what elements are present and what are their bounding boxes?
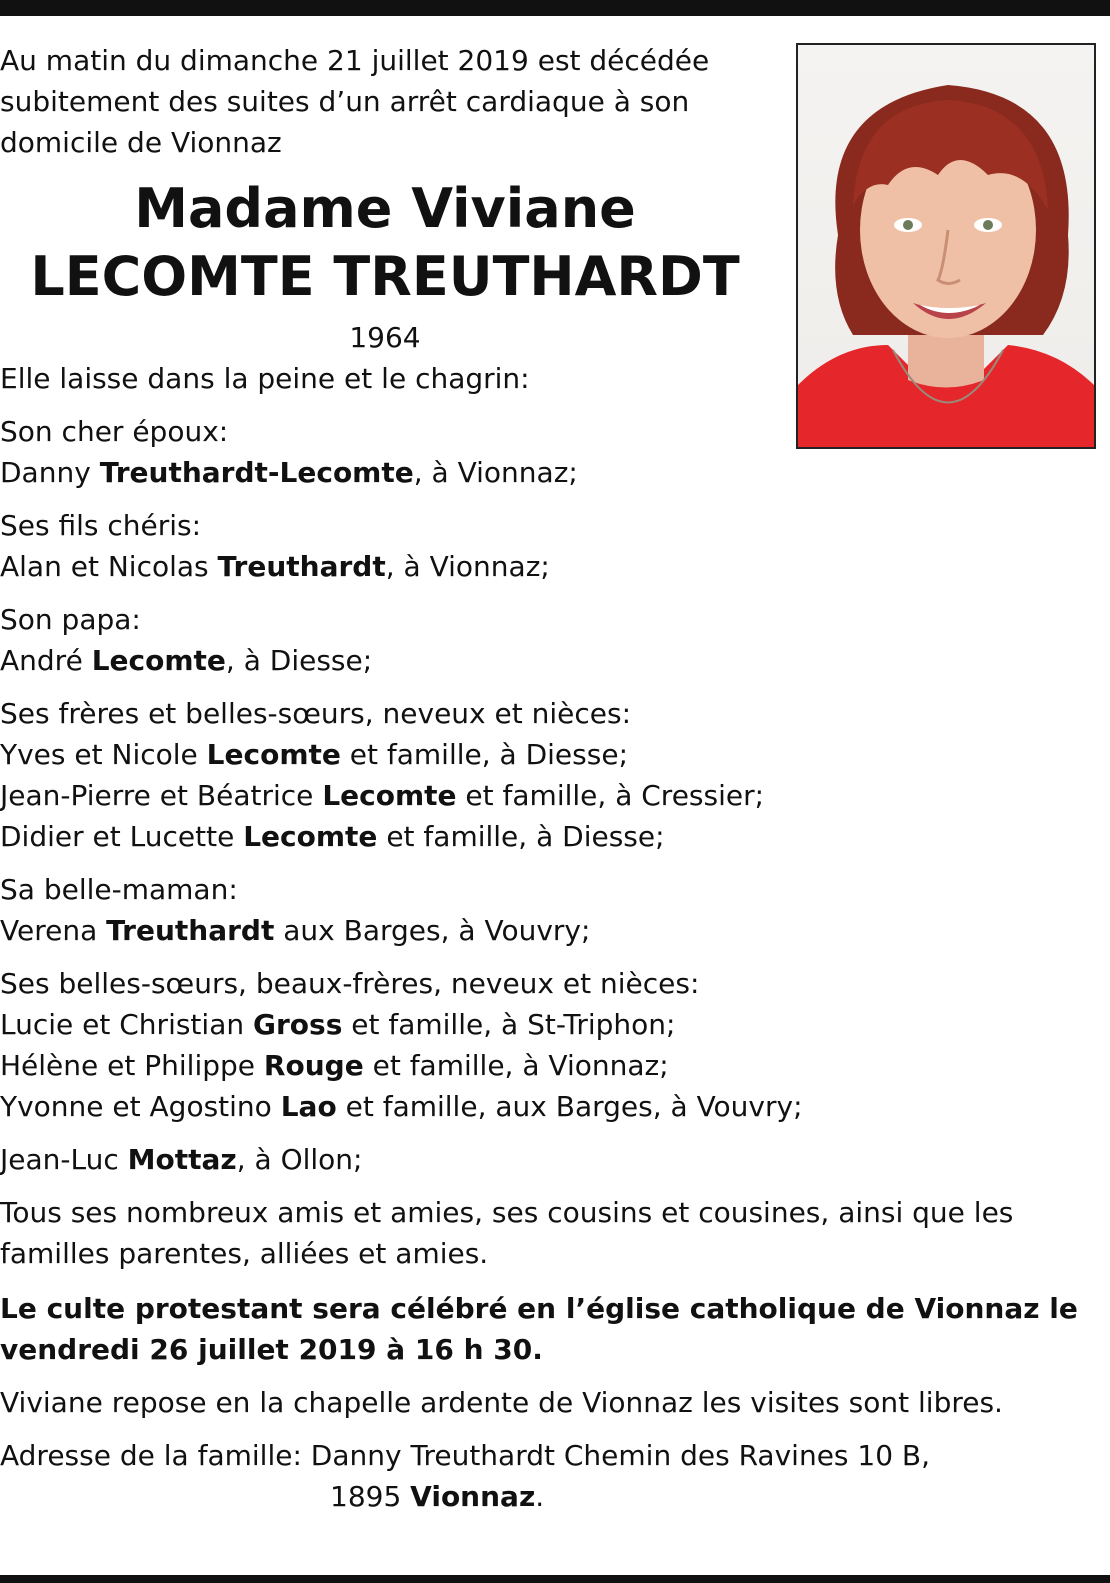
mourner-given-names: Lucie et Christian [0, 1008, 253, 1041]
mourner-given-names: Verena [0, 914, 107, 947]
mourner-given-names: Danny [0, 456, 100, 489]
group-heading: Ses frères et belles-sœurs, neveux et nièces: [0, 697, 632, 730]
address-line2 [0, 1476, 1105, 1517]
ceremony-text: Le culte protestant sera célébré en l’église catholique de Vionnaz le vendredi 26 juillet 2019 à 16 h 30. [0, 1292, 1078, 1366]
mourner-line [0, 1045, 1105, 1086]
mourner-given-names: Yvonne et Agostino [0, 1090, 281, 1123]
mourner-given-names: Alan et Nicolas [0, 550, 218, 583]
mourner-line [0, 1004, 1105, 1045]
mourner-given-names: Jean-Luc [0, 1143, 128, 1176]
friends-text: Tous ses nombreux amis et amies, ses cousins et cousines, ainsi que les familles parentes, alliées et amies. [0, 1196, 1014, 1270]
intro-text: Au matin du dimanche 21 juillet 2019 est décédée subitement des suites d’un arrêt cardiaque à son domicile de Vionnaz [0, 44, 710, 159]
mourner-surname: Gross [253, 1008, 343, 1041]
deceased-name-line2: LECOMTE TREUTHARDT [30, 245, 740, 308]
address-end: . [535, 1480, 545, 1513]
mourner-surname: Treuthardt [217, 550, 386, 583]
mourner-line [0, 452, 1105, 493]
mourner-location: et famille, à St-Triphon; [342, 1008, 676, 1041]
deceased-name-line1: Madame Viviane [134, 177, 636, 240]
mourner-group [0, 505, 1105, 587]
mourner-given-names: Hélène et Philippe [0, 1049, 264, 1082]
mourner-line [0, 546, 1105, 587]
group-heading: Son cher époux: [0, 415, 229, 448]
group-heading: Sa belle-maman: [0, 873, 238, 906]
mourners-intro: Elle laisse dans la peine et le chagrin: [0, 362, 530, 395]
mourner-location: et famille, aux Barges, à Vouvry; [336, 1090, 803, 1123]
mourner-given-names: André [0, 644, 92, 677]
mourner-surname: Lecomte [206, 738, 341, 771]
mourner-given-names: Jean-Pierre et Béatrice [0, 779, 323, 812]
mourner-surname: Treuthardt-Lecomte [99, 456, 414, 489]
mourner-surname: Lecomte [243, 820, 378, 853]
mourner-location: , à Diesse; [225, 644, 373, 677]
mourner-location: et famille, à Cressier; [456, 779, 765, 812]
mourner-group [0, 869, 1105, 951]
mourner-surname: Lecomte [91, 644, 226, 677]
mourner-surname: Lecomte [322, 779, 457, 812]
mourner-line [0, 1139, 1105, 1180]
address-city: Vionnaz [410, 1480, 536, 1513]
group-heading: Son papa: [0, 603, 141, 636]
mourner-line [0, 816, 1105, 857]
mourner-line [0, 910, 1105, 951]
mourner-location: , à Vionnaz; [385, 550, 550, 583]
mourner-group [0, 599, 1105, 681]
deceased-name [0, 175, 770, 311]
mourner-line [0, 640, 1105, 681]
address-line1: Adresse de la famille: Danny Treuthardt Chemin des Ravines 10 B, [0, 1439, 931, 1472]
address-postcode: 1895 [330, 1480, 411, 1513]
birth-year: 1964 [349, 321, 421, 354]
group-heading: Ses belles-sœurs, beaux-frères, neveux et nièces: [0, 967, 700, 1000]
mourner-given-names: Yves et Nicole [0, 738, 207, 771]
bottom-rule [0, 1575, 1110, 1583]
mourner-surname: Treuthardt [106, 914, 275, 947]
mourner-line [0, 775, 1105, 816]
mourner-given-names: Didier et Lucette [0, 820, 244, 853]
mourner-location: , à Vionnaz; [413, 456, 578, 489]
mourner-location: , à Ollon; [236, 1143, 363, 1176]
mourner-location: et famille, à Diesse; [377, 820, 665, 853]
mourner-groups [0, 411, 1105, 1180]
family-address [0, 1435, 1105, 1517]
mourner-surname: Rouge [263, 1049, 364, 1082]
mourner-group [0, 411, 1105, 493]
mourner-line [0, 734, 1105, 775]
obituary-notice [0, 40, 1105, 1517]
mourner-location: et famille, à Vionnaz; [363, 1049, 669, 1082]
mourner-surname: Mottaz [127, 1143, 237, 1176]
mourner-surname: Lao [280, 1090, 337, 1123]
mourner-line [0, 1086, 1105, 1127]
top-rule [0, 0, 1110, 16]
group-heading: Ses fils chéris: [0, 509, 202, 542]
mourner-group [0, 963, 1105, 1127]
mourner-group [0, 693, 1105, 857]
mourner-group [0, 1139, 1105, 1180]
chapel-text: Viviane repose en la chapelle ardente de Vionnaz les visites sont libres. [0, 1386, 1003, 1419]
mourner-location: et famille, à Diesse; [340, 738, 628, 771]
mourner-location: aux Barges, à Vouvry; [274, 914, 591, 947]
